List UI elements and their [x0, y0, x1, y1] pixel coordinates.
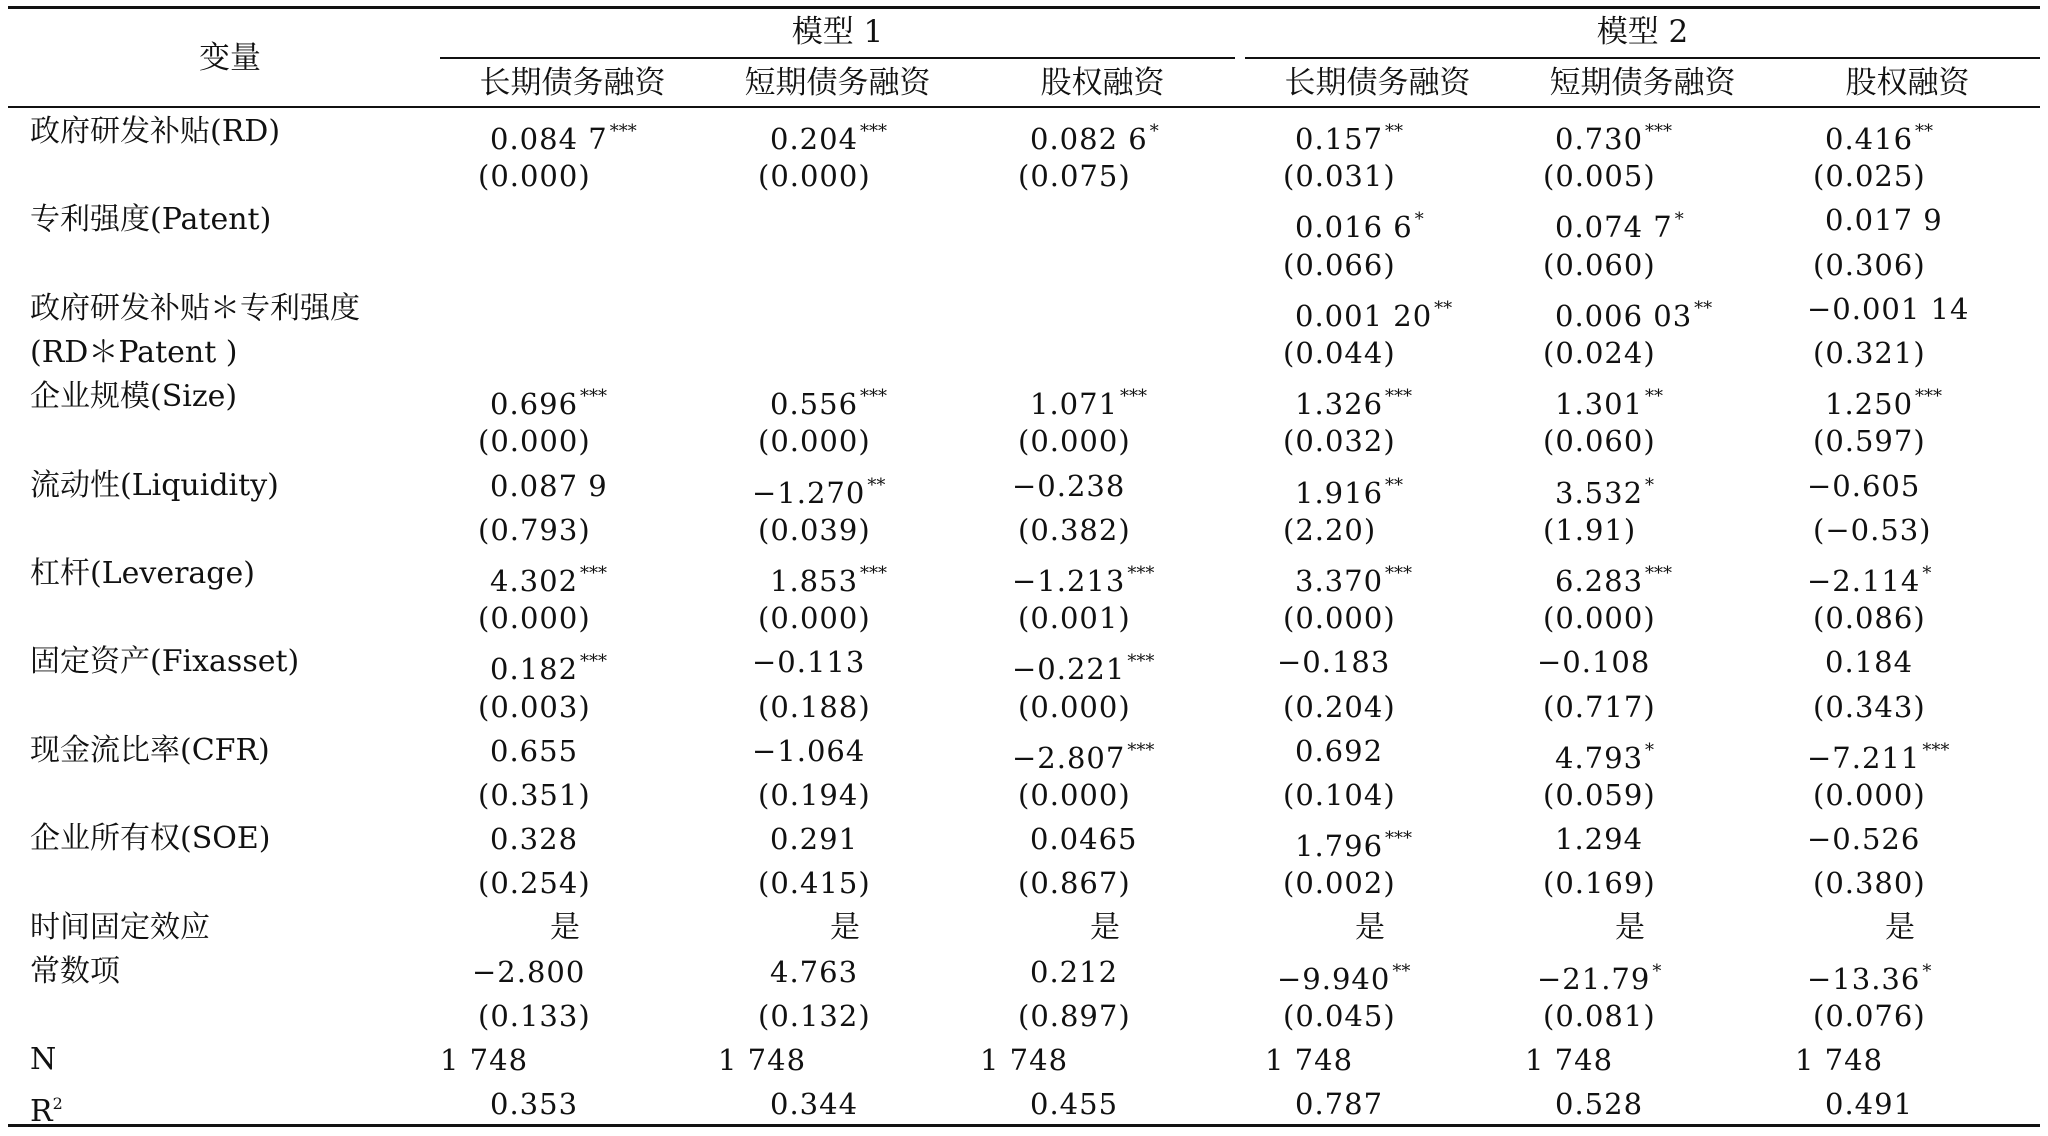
- cell-value: 0.291: [770, 822, 859, 857]
- significance-stars: ***: [1922, 739, 1950, 761]
- cell-value: 1 748: [440, 1043, 529, 1078]
- table-cell: [1283, 685, 1396, 729]
- cell-value: 1.853: [770, 564, 859, 598]
- row-label: 杠杆(Leverage): [30, 556, 255, 591]
- significance-stars: ***: [1385, 563, 1413, 584]
- significance-stars: *: [1149, 121, 1159, 142]
- cell-value: 3.532: [1555, 475, 1644, 510]
- table-cell: [1813, 508, 1932, 552]
- table-cell: [1283, 596, 1396, 640]
- cell-value: (0.000): [758, 601, 871, 636]
- table-cell: [758, 508, 871, 552]
- significance-stars: ***: [860, 563, 888, 584]
- table-cell: [1825, 640, 1913, 684]
- cell-value: (0.597): [1813, 424, 1926, 459]
- cell-value: −1.270: [752, 475, 866, 510]
- cell-value: 1.294: [1555, 822, 1644, 857]
- significance-stars: ***: [860, 386, 888, 408]
- header-col-4: 长期债务融资: [1284, 65, 1471, 101]
- cell-value: (0.867): [1018, 866, 1131, 901]
- table-cell: [490, 729, 578, 773]
- table-cell: [1813, 994, 1926, 1038]
- table-cell: [758, 154, 871, 198]
- cell-value: 3.370: [1295, 564, 1384, 598]
- significance-stars: ***: [1645, 563, 1673, 584]
- cell-value: 0.001 20: [1295, 298, 1433, 333]
- cell-value: (0.000): [478, 601, 591, 636]
- cell-value: (0.000): [478, 159, 591, 194]
- table-cell: [490, 817, 578, 861]
- cell-value: 0.016 6: [1295, 210, 1413, 245]
- table-cell: [758, 773, 871, 817]
- significance-stars: ***: [1385, 828, 1413, 850]
- cell-value: 1 748: [718, 1043, 807, 1078]
- cell-value: 0.696: [490, 387, 579, 422]
- table-cell: [1090, 906, 1121, 950]
- table-cell: [1885, 906, 1916, 950]
- cell-value: 0.730: [1555, 122, 1644, 156]
- cell-value: (0.254): [478, 866, 591, 901]
- cell-value: (0.044): [1283, 336, 1396, 370]
- table-cell: [1018, 685, 1131, 729]
- table-cell: [1543, 773, 1656, 817]
- cell-value: 是: [1885, 909, 1916, 945]
- table-cell: [1813, 773, 1926, 817]
- bottom-rule: [8, 1124, 2040, 1127]
- table-cell: [1283, 419, 1396, 463]
- cell-value: −2.114: [1807, 564, 1921, 598]
- header-col-6: 股权融资: [1845, 65, 1970, 101]
- cell-value: 0.344: [770, 1087, 859, 1122]
- row-label: 专利强度(Patent): [30, 202, 272, 238]
- table-cell: [1813, 861, 1926, 905]
- cell-value: 0.655: [490, 733, 579, 768]
- row-label: 时间固定效应: [30, 909, 210, 945]
- row-label: 常数项: [30, 953, 120, 989]
- table-cell: [1813, 154, 1926, 198]
- table-cell: [1795, 1038, 1883, 1082]
- table-cell: [1813, 685, 1926, 729]
- significance-stars: *: [1922, 960, 1932, 982]
- cell-value: (0.382): [1018, 512, 1131, 547]
- table-cell: [478, 154, 591, 198]
- table-cell: [1813, 331, 1926, 375]
- cell-value: (0.204): [1283, 689, 1396, 724]
- significance-stars: ***: [860, 121, 888, 142]
- cell-value: 0.353: [490, 1087, 579, 1122]
- cell-value: 0.491: [1825, 1087, 1914, 1122]
- table-cell: [1543, 331, 1656, 375]
- cell-value: 1.796: [1295, 829, 1384, 864]
- table-cell: [1543, 243, 1656, 287]
- cell-value: (0.000): [478, 424, 591, 459]
- table-cell: [1825, 1082, 1913, 1126]
- row-label: 政府研发补贴＊专利强度: [30, 290, 360, 326]
- table-cell: [1283, 331, 1396, 375]
- table-cell: [758, 685, 871, 729]
- cell-value: 0.017 9: [1825, 203, 1943, 238]
- table-cell: [1813, 243, 1926, 287]
- cell-value: (0.039): [758, 512, 871, 547]
- significance-stars: ***: [1127, 739, 1155, 761]
- cell-value: (0.032): [1283, 424, 1396, 459]
- table-cell: [1030, 950, 1118, 994]
- row-label: N: [30, 1042, 57, 1078]
- row-label: (RD＊Patent ): [30, 335, 238, 370]
- cell-value: (0.132): [758, 999, 871, 1033]
- significance-stars: ***: [580, 651, 608, 673]
- cell-value: 1.301: [1555, 387, 1644, 422]
- significance-stars: ***: [580, 563, 608, 584]
- cell-value: −0.526: [1807, 822, 1921, 857]
- header-col-1: 长期债务融资: [479, 65, 666, 101]
- table-cell: [1825, 198, 1943, 242]
- cell-value: (0.076): [1813, 999, 1926, 1033]
- cell-value: 0.182: [490, 652, 579, 687]
- top-rule: [8, 6, 2040, 9]
- header-col-3: 股权融资: [1040, 65, 1165, 101]
- cell-value: 0.184: [1825, 645, 1914, 680]
- cell-value: 是: [830, 909, 861, 945]
- cell-value: (0.025): [1813, 159, 1926, 194]
- cell-value: −1.064: [752, 733, 866, 768]
- table-cell: [718, 1038, 806, 1082]
- cell-value: (0.081): [1543, 999, 1656, 1033]
- table-cell: [440, 1038, 528, 1082]
- row-label: 流动性(Liquidity): [30, 467, 279, 503]
- table-cell: [1543, 861, 1656, 905]
- table-cell: [752, 640, 865, 684]
- significance-stars: *: [1414, 209, 1424, 231]
- cell-value: (0.321): [1813, 336, 1926, 370]
- cell-value: 0.692: [1295, 733, 1384, 768]
- cell-value: (0.188): [758, 689, 871, 724]
- table-cell: [1807, 464, 1920, 508]
- cell-value: (0.793): [478, 512, 591, 547]
- significance-stars: **: [1915, 121, 1934, 142]
- row-label: $R^2$: [30, 1094, 63, 1130]
- table-cell: [770, 950, 858, 994]
- cell-value: 1 748: [980, 1043, 1069, 1078]
- cell-value: −0.108: [1537, 645, 1651, 680]
- cell-value: 0.082 6: [1030, 122, 1148, 156]
- cell-value: 0.328: [490, 822, 579, 857]
- cell-value: 0.074 7: [1555, 210, 1673, 245]
- table-cell: [490, 464, 608, 508]
- cell-value: (0.045): [1283, 999, 1396, 1033]
- header-col-5: 短期债务融资: [1549, 65, 1736, 101]
- header-model2: 模型 2: [1596, 14, 1689, 50]
- table-cell: [1018, 861, 1131, 905]
- cell-value: (0.000): [1543, 601, 1656, 636]
- significance-stars: ***: [1120, 386, 1148, 408]
- cell-value: (0.024): [1543, 336, 1656, 370]
- cell-value: (0.194): [758, 778, 871, 812]
- table-cell: [1807, 817, 1920, 861]
- significance-stars: ***: [1385, 386, 1413, 408]
- cell-value: 1 748: [1265, 1043, 1354, 1078]
- cell-value: 0.006 03: [1555, 298, 1693, 333]
- table-cell: [1543, 685, 1656, 729]
- significance-stars: *: [1645, 474, 1655, 496]
- cell-value: (2.20): [1283, 512, 1377, 547]
- cell-value: (0.000): [1813, 778, 1926, 812]
- header-col-2: 短期债务融资: [744, 65, 931, 101]
- cell-value: (0.104): [1283, 778, 1396, 812]
- cell-value: 是: [550, 909, 581, 945]
- cell-value: −13.36: [1807, 961, 1921, 996]
- cell-value: 1 748: [1795, 1043, 1884, 1078]
- table-cell: [1283, 861, 1396, 905]
- significance-stars: ***: [1915, 386, 1943, 408]
- table-cell: [1543, 154, 1656, 198]
- cell-value: 0.0465: [1030, 822, 1138, 857]
- cell-value: 是: [1355, 909, 1386, 945]
- cell-value: 是: [1615, 909, 1646, 945]
- table-cell: [478, 773, 591, 817]
- table-cell: [770, 1082, 858, 1126]
- table-cell: [1295, 1082, 1383, 1126]
- significance-stars: **: [867, 474, 886, 496]
- cell-value: 1.250: [1825, 387, 1914, 422]
- cell-value: −0.238: [1012, 468, 1126, 503]
- cell-value: (0.897): [1018, 999, 1131, 1033]
- cell-value: −21.79: [1537, 961, 1651, 996]
- table-cell: [550, 906, 581, 950]
- significance-stars: **: [1385, 121, 1404, 142]
- row-label: 企业规模(Size): [30, 379, 238, 415]
- cell-value: −1.213: [1012, 564, 1126, 598]
- cell-value: 4.763: [770, 954, 859, 989]
- table-cell: [830, 906, 861, 950]
- table-cell: [980, 1038, 1068, 1082]
- cell-value: −2.807: [1012, 740, 1126, 775]
- table-cell: [478, 419, 591, 463]
- cell-value: (0.000): [1018, 424, 1131, 459]
- table-cell: [1018, 596, 1131, 640]
- table-cell: [758, 994, 871, 1038]
- table-cell: [758, 596, 871, 640]
- cell-value: (0.000): [1018, 778, 1131, 812]
- significance-stars: *: [1922, 563, 1932, 584]
- cell-value: −0.001 14: [1807, 291, 1970, 326]
- significance-stars: ***: [609, 121, 637, 142]
- cell-value: (0.133): [478, 999, 591, 1033]
- cell-value: −2.800: [472, 954, 586, 989]
- table-cell: [1543, 419, 1656, 463]
- cell-value: 1 748: [1525, 1043, 1614, 1078]
- table-cell: [1807, 287, 1969, 331]
- table-cell: [1543, 596, 1656, 640]
- cell-value: 0.556: [770, 387, 859, 422]
- table-cell: [1012, 464, 1125, 508]
- cell-value: 0.455: [1030, 1087, 1119, 1122]
- table-cell: [752, 729, 865, 773]
- table-cell: [1543, 994, 1656, 1038]
- cell-value: −9.940: [1277, 961, 1391, 996]
- cell-value: 0.416: [1825, 122, 1914, 156]
- table-cell: [478, 596, 591, 640]
- cell-value: (0.003): [478, 689, 591, 724]
- cell-value: (0.000): [1283, 601, 1396, 636]
- cell-value: (0.002): [1283, 866, 1396, 901]
- cell-value: (0.000): [758, 159, 871, 194]
- significance-stars: **: [1434, 297, 1453, 319]
- row-label: 政府研发补贴(RD): [30, 114, 281, 149]
- cell-value: (0.001): [1018, 601, 1131, 636]
- row-label: 现金流比率(CFR): [30, 732, 270, 768]
- significance-stars: *: [1674, 209, 1684, 231]
- table-cell: [1018, 773, 1131, 817]
- cell-value: (0.066): [1283, 247, 1396, 282]
- table-cell: [1030, 817, 1137, 861]
- cell-value: (0.380): [1813, 866, 1926, 901]
- cell-value: 0.212: [1030, 954, 1119, 989]
- cell-value: 0.084 7: [490, 122, 608, 156]
- significance-stars: ***: [1127, 563, 1155, 584]
- cell-value: −7.211: [1807, 740, 1921, 775]
- header-model1: 模型 1: [791, 14, 884, 50]
- cell-value: (0.351): [478, 778, 591, 812]
- table-cell: [478, 685, 591, 729]
- row-label: 固定资产(Fixasset): [30, 644, 300, 680]
- table-cell: [758, 861, 871, 905]
- significance-stars: ***: [1127, 651, 1155, 673]
- cell-value: (0.343): [1813, 689, 1926, 724]
- cell-value: 6.283: [1555, 564, 1644, 598]
- significance-stars: **: [1694, 297, 1713, 319]
- table-cell: [1283, 243, 1396, 287]
- significance-stars: *: [1652, 960, 1662, 982]
- table-cell: [1295, 729, 1383, 773]
- row-label-superscript: 2: [52, 1094, 63, 1114]
- cell-value: 1.326: [1295, 387, 1384, 422]
- table-cell: [490, 1082, 578, 1126]
- significance-stars: **: [1385, 474, 1404, 496]
- row-label: 企业所有权(SOE): [30, 821, 271, 857]
- table-cell: [1277, 640, 1390, 684]
- table-cell: [1283, 508, 1376, 552]
- table-cell: [1813, 419, 1926, 463]
- table-cell: [1265, 1038, 1353, 1082]
- cell-value: 0.787: [1295, 1087, 1384, 1122]
- cell-value: 0.528: [1555, 1087, 1644, 1122]
- table-cell: [1283, 773, 1396, 817]
- table-cell: [1030, 1082, 1118, 1126]
- table-cell: [1018, 508, 1131, 552]
- cell-value: (1.91): [1543, 512, 1637, 547]
- cell-value: (0.060): [1543, 247, 1656, 282]
- cell-value: −0.605: [1807, 468, 1921, 503]
- cell-value: (0.075): [1018, 159, 1131, 194]
- cell-value: (0.415): [758, 866, 871, 901]
- cell-value: (−0.53): [1813, 512, 1932, 547]
- table-cell: [1018, 994, 1131, 1038]
- model1-underline: [440, 57, 1235, 59]
- table-cell: [1283, 994, 1396, 1038]
- cell-value: 1.071: [1030, 387, 1119, 422]
- table-cell: [1555, 1082, 1643, 1126]
- cell-value: 4.302: [490, 564, 579, 598]
- significance-stars: *: [1645, 739, 1655, 761]
- table-cell: [1615, 906, 1646, 950]
- cell-value: 0.204: [770, 122, 859, 156]
- cell-value: −0.221: [1012, 652, 1126, 687]
- table-cell: [1813, 596, 1926, 640]
- table-cell: [478, 861, 591, 905]
- cell-value: −0.183: [1277, 645, 1391, 680]
- cell-value: (0.005): [1543, 159, 1656, 194]
- table-cell: [478, 994, 591, 1038]
- table-cell: [472, 950, 585, 994]
- cell-value: −0.113: [752, 645, 866, 680]
- table-cell: [1525, 1038, 1613, 1082]
- header-variable: 变量: [199, 40, 261, 76]
- table-cell: [478, 508, 591, 552]
- significance-stars: **: [1392, 960, 1411, 982]
- cell-value: (0.717): [1543, 689, 1656, 724]
- cell-value: (0.031): [1283, 159, 1396, 194]
- table-cell: [1537, 640, 1650, 684]
- cell-value: (0.169): [1543, 866, 1656, 901]
- significance-stars: ***: [1645, 121, 1673, 142]
- cell-value: (0.060): [1543, 424, 1656, 459]
- cell-value: 4.793: [1555, 740, 1644, 775]
- cell-value: (0.306): [1813, 247, 1926, 282]
- table-cell: [1555, 817, 1643, 861]
- table-cell: [758, 419, 871, 463]
- cell-value: (0.086): [1813, 601, 1926, 636]
- table-cell: [770, 817, 858, 861]
- cell-value: 0.157: [1295, 122, 1384, 156]
- cell-value: (0.000): [758, 424, 871, 459]
- table-cell: [1283, 154, 1396, 198]
- cell-value: (0.059): [1543, 778, 1656, 812]
- significance-stars: ***: [580, 386, 608, 408]
- table-cell: [1018, 419, 1131, 463]
- header-rule: [8, 106, 2040, 108]
- significance-stars: **: [1645, 386, 1664, 408]
- model2-underline: [1245, 57, 2040, 59]
- table-cell: [1355, 906, 1386, 950]
- table-cell: [1543, 508, 1636, 552]
- cell-value: 0.087 9: [490, 468, 608, 503]
- table-cell: [1018, 154, 1131, 198]
- cell-value: 是: [1090, 909, 1121, 945]
- cell-value: (0.000): [1018, 689, 1131, 724]
- cell-value: 1.916: [1295, 475, 1384, 510]
